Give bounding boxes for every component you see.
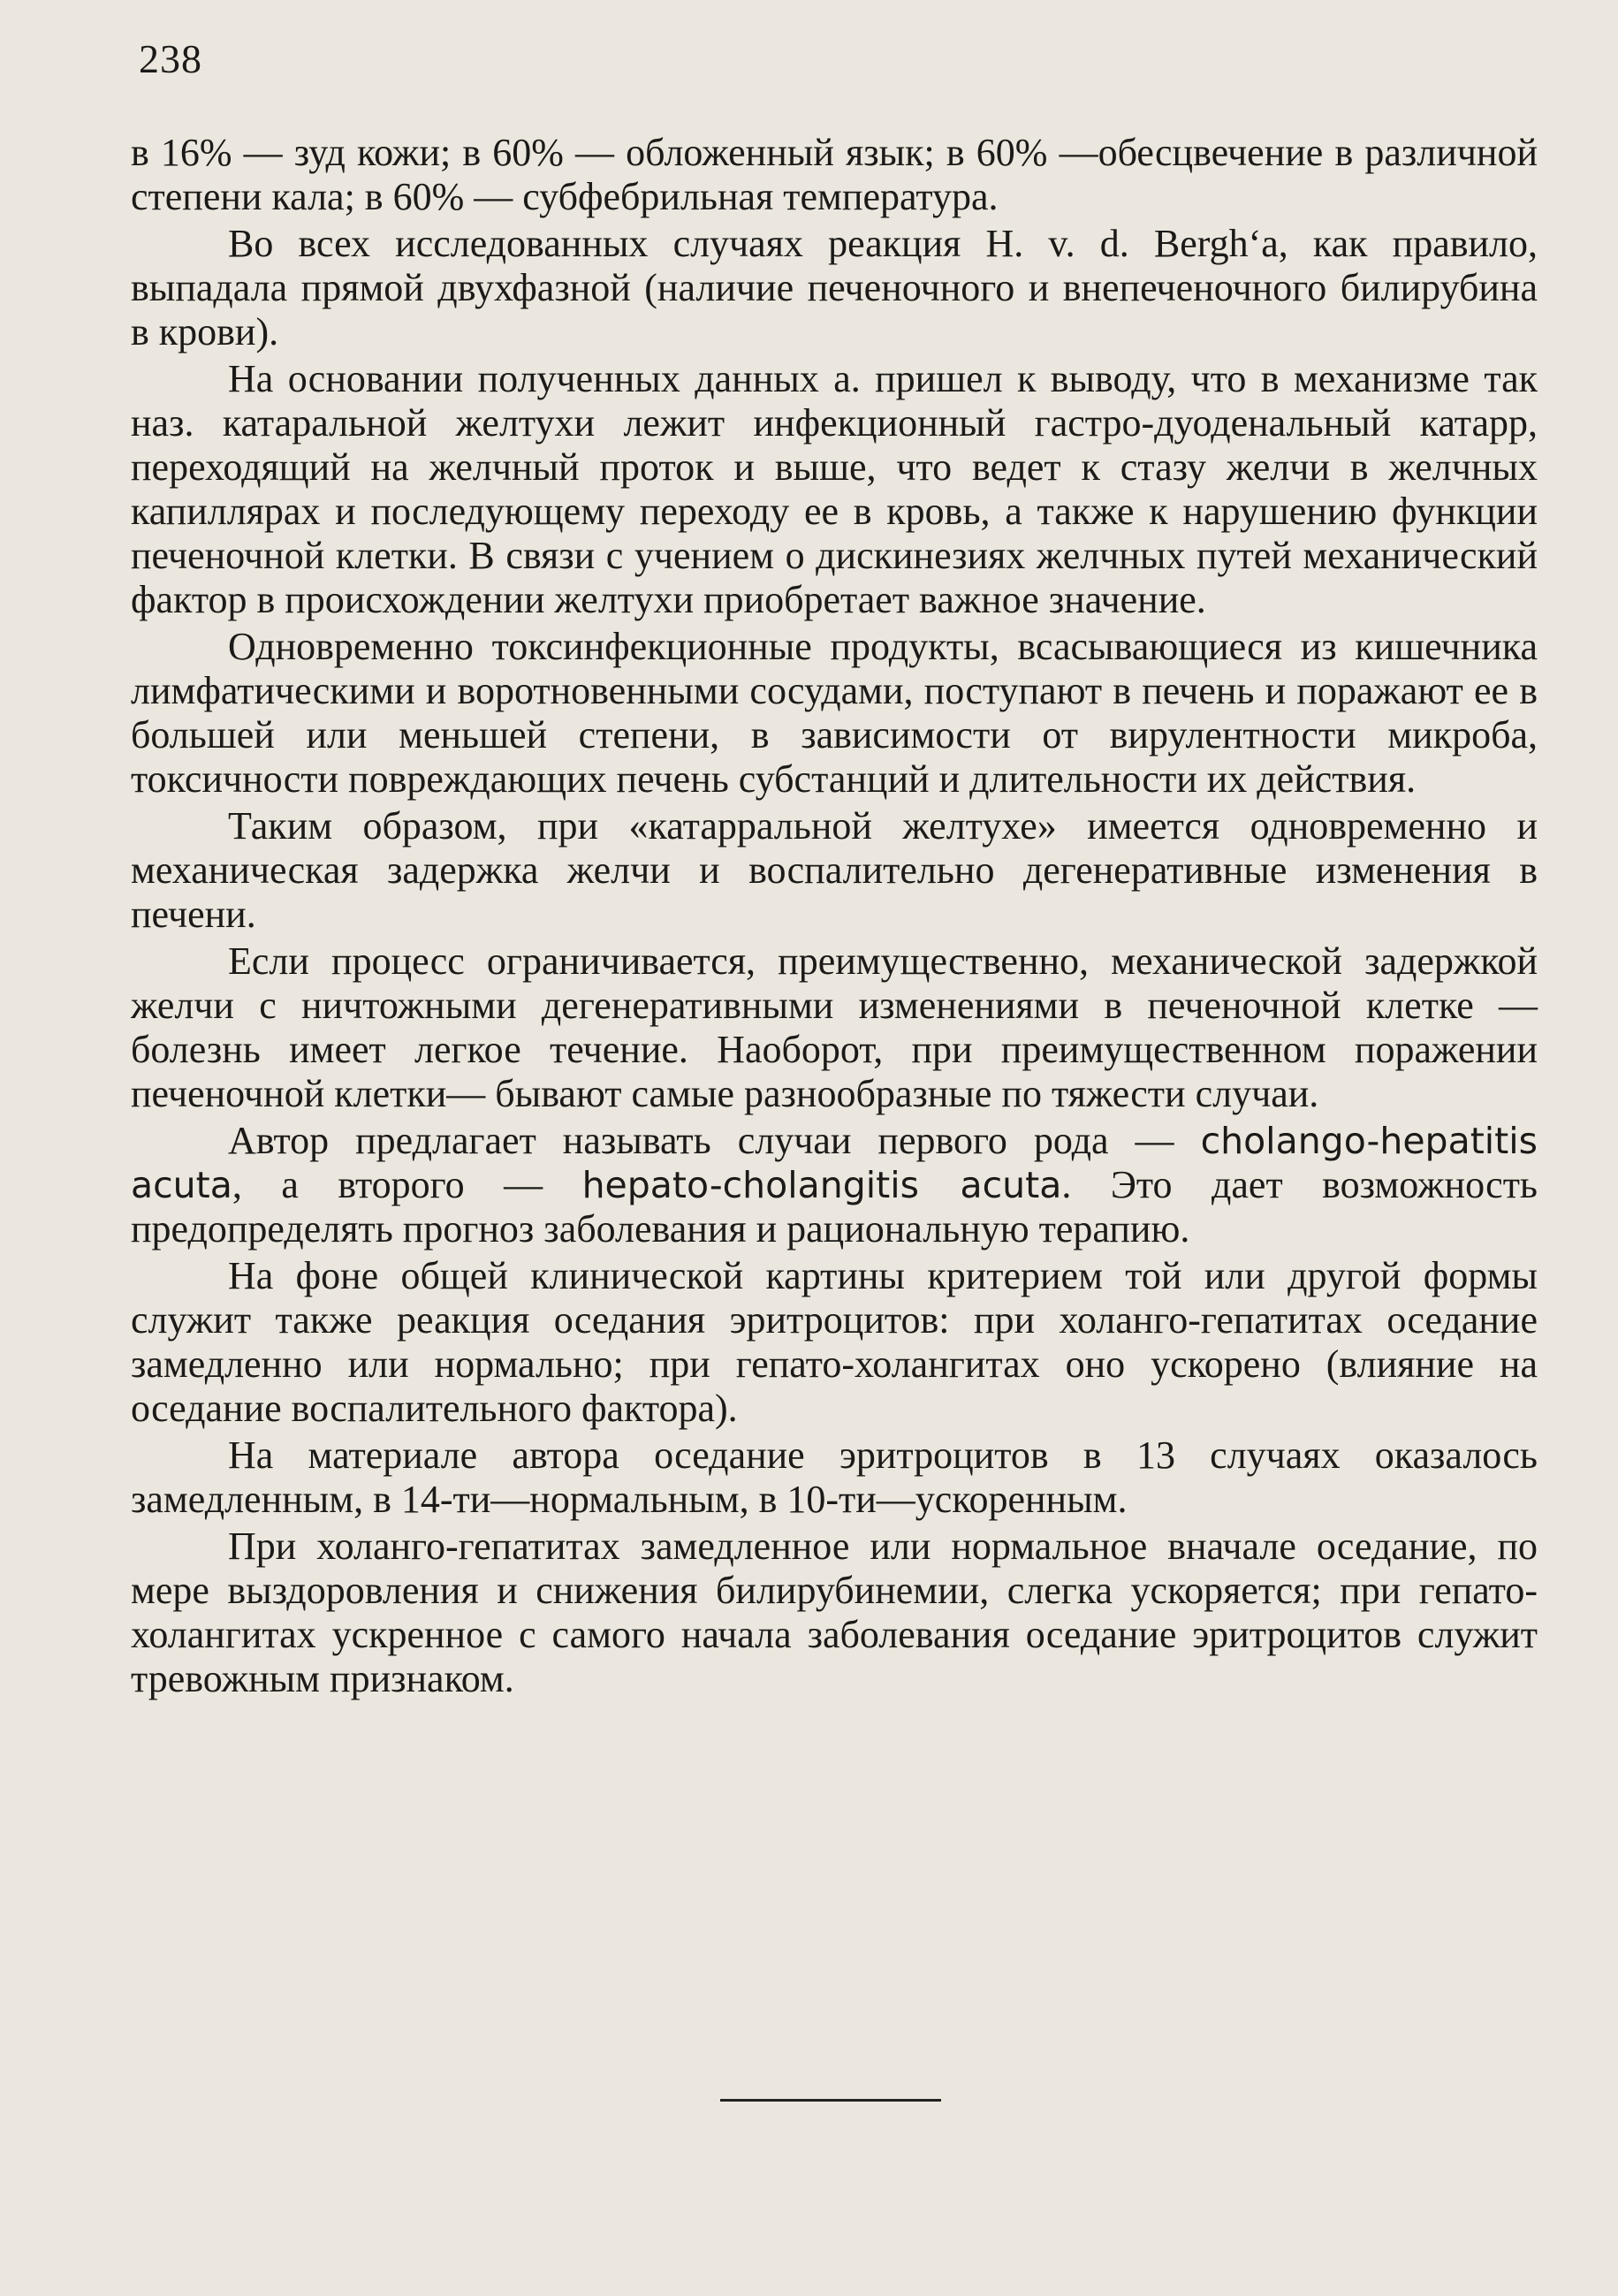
paragraph-conclusion: Таким образом, при «катарральной желтухе» имеется одновременно и механическая задержка желчи и воспалительно дегенеративные изменения в печени. [131, 804, 1538, 936]
classification-text-middle: , а второго — [232, 1163, 582, 1206]
paragraph-toxic-products: Одновременно токсинфекционные продукты, всасывающиеся из кишечника лимфатическими и воротновенными сосудами, поступают в печень и поражают ее в большей или меньшей степени, в зависимости от вирулентности микроба, токсичности повреждающих печень субстанций и длительности их действия. [131, 625, 1538, 801]
paragraph-bergh-reaction: Во всех исследованных случаях реакция H. v. d. Bergh‘a, как правило, выпадала прямой двухфазной (наличие печеночного и внепеченочного билирубина в крови). [131, 222, 1538, 354]
page-number: 238 [139, 36, 202, 81]
section-end-rule [720, 2099, 941, 2102]
paragraph-sedimentation-criterion: На фоне общей клинической картины критерием той или другой формы служит также реакция оседания эритроцитов: при холанго-гепатитах оседание замедленно или нормально; при гепато-холангитах оно ускорено (влияние на оседание воспалительного фактора). [131, 1254, 1538, 1430]
paragraph-classification [131, 1119, 1538, 1251]
paragraph-sedimentation-results: На материале автора оседание эритроцитов в 13 случаях оказалось замедленным, в 14-ти—нормальным, в 10-ти—ускоренным. [131, 1433, 1538, 1521]
paragraph-mechanism: На основании полученных данных а. пришел к выводу, что в механизме так наз. катаральной желтухи лежит инфекционный гастро-дуоденальный катарр, переходящий на желчный проток и выше, что ведет к стазу желчи в желчных капиллярах и последующему переходу ее в кровь, а также к нарушению функции печеночной клетки. В связи с учением о дискинезиях желчных путей механический фактор в происхождении желтухи приобретает важное значение. [131, 357, 1538, 621]
classification-text-before: Автор предлагает называть случаи первого рода — [228, 1119, 1201, 1162]
paragraph-course: Если процесс ограничивается, преимущественно, механической задержкой желчи с ничтожными дегенеративными изменениями в печеночной клетке — болезнь имеет легкое течение. Наоборот, при преимущественном поражении печеночной клетки— бывают самые разнообразные по тяжести случаи. [131, 939, 1538, 1115]
paragraph-sedimentation-prognosis: При холанго-гепатитах замедленное или нормальное вначале оседание, по мере выздоровления и снижения билирубинемии, слегка ускоряется; при гепато-холангитах ускренное с самого начала заболевания оседание эритроцитов служит тревожным признаком. [131, 1524, 1538, 1700]
classification-text-after: . Это дает возможность предопределять прогноз заболевания и рациональную терапию. [131, 1163, 1538, 1251]
latin-term-cholango-hepatitis: cholango-hepatitis acuta [131, 1120, 1538, 1206]
body-text [131, 131, 1538, 1704]
paragraph-symptom-percentages: в 16% — зуд кожи; в 60% — обложенный язык; в 60% —обесцвечение в различной степени кала; в 60% — субфебрильная температура. [131, 131, 1538, 218]
latin-term-hepato-cholangitis: hepato-cholangitis acuta [581, 1164, 1062, 1206]
